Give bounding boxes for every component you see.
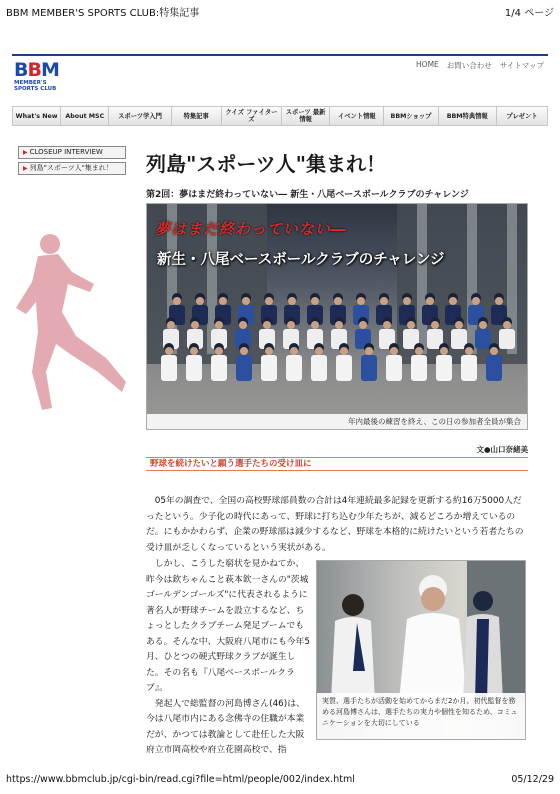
article-column-left bbox=[146, 557, 310, 759]
author-credit: 文●山口奈緒美 bbox=[476, 445, 528, 454]
logo-letter-b1: B bbox=[14, 59, 28, 81]
para-2-text: しかし、こうした窮状を見かねてか、昨今は欽ちゃんこと萩本欽一さんの"茨城ゴールデンゴールズ"に代表されるように著名人が野球チームを設立するなど、ちょっとしたクラブチーム発足ブームでもある。そんな中、大阪府八尾市にも今年5月、ひとつの硬式野球クラブが誕生した。その名も『八尾ベースボールクラブ』。 bbox=[146, 559, 310, 693]
nav-about-msc[interactable]: About MSC bbox=[61, 107, 109, 125]
article-subtitle: 第2回：夢はまだ終わっていない― 新生・八尾ベースボールクラブのチャレンジ bbox=[146, 190, 469, 200]
top-link-sitemap[interactable]: サイトマップ bbox=[499, 61, 544, 70]
main-nav bbox=[12, 106, 548, 126]
bbm-logo[interactable] bbox=[14, 60, 70, 100]
logo-sub-1: MEMBER'S bbox=[14, 80, 47, 86]
arrow-right-icon: ▶ bbox=[23, 149, 28, 156]
top-link-contact[interactable]: お問い合わせ bbox=[446, 61, 492, 70]
top-links bbox=[416, 60, 544, 71]
photo-overlay-red: 夢はまだ終わっていない― bbox=[155, 220, 347, 238]
nav-sports-intro[interactable]: スポーツ学入門 bbox=[109, 107, 171, 125]
arrow-right-icon: ▶ bbox=[23, 165, 28, 172]
print-header bbox=[6, 4, 554, 18]
print-footer bbox=[6, 774, 554, 788]
print-page-indicator: 1/4 ページ bbox=[504, 8, 554, 19]
sidebar-rettou-label: 列島"スポーツ人"集まれ！ bbox=[29, 164, 113, 172]
sidebar-closeup-label: CLOSEUP INTERVIEW bbox=[29, 148, 103, 156]
team-photo bbox=[146, 203, 528, 430]
logo-mark bbox=[14, 60, 70, 80]
page-title: 列島"スポーツ人"集まれ！ bbox=[146, 152, 387, 176]
nav-quiz-fighters[interactable]: クイズ ファイターズ bbox=[222, 107, 282, 125]
logo-letter-m: M bbox=[40, 59, 59, 81]
logo-letter-b2: B bbox=[27, 59, 41, 81]
nav-whats-new[interactable]: What's New bbox=[13, 107, 61, 125]
print-date: 05/12/29 bbox=[511, 774, 554, 785]
logo-sub-2: SPORTS CLUB bbox=[14, 86, 57, 92]
nav-sports-news[interactable]: スポーツ 最新情報 bbox=[282, 107, 330, 125]
top-link-home[interactable]: HOME bbox=[416, 60, 439, 69]
section-heading: 野球を続けたいと願う選手たちの受け皿に bbox=[146, 457, 528, 471]
nav-events[interactable]: イベント情報 bbox=[330, 107, 384, 125]
coach-photo bbox=[316, 560, 526, 740]
coach-scene bbox=[317, 561, 526, 701]
nav-feature[interactable]: 特集記事 bbox=[172, 107, 222, 125]
article-paragraph-1 bbox=[146, 494, 528, 556]
print-url: https://www.bbmclub.jp/cgi-bin/read.cgi?file=html/people/002/index.html bbox=[6, 774, 355, 785]
runner-silhouette-icon bbox=[16, 232, 136, 432]
nav-benefits[interactable]: BBM特典情報 bbox=[439, 107, 497, 125]
nav-shop[interactable]: BBMショップ bbox=[384, 107, 438, 125]
header-rule bbox=[12, 54, 548, 56]
print-header-title: BBM MEMBER'S SPORTS CLUB:特集記事 bbox=[6, 8, 200, 19]
sidebar-closeup-interview[interactable] bbox=[18, 146, 126, 159]
para-1-text: 05年の調査で、全国の高校野球部員数の合計は4年連続最多記録を更新する約16万5000人だったという。少子化の時代にあって、野球に打ち込む少年たちが、減るどころか増えているのだ。にもかかわらず、企業の野球部は減少するなど、野球を本格的に続けたいという若者たちの受け皿が乏しくなっているという実状がある。 bbox=[146, 496, 524, 553]
coach-photo-caption: 実質、選手たちが活動を始めてからまだ2か月。初代監督を務める河島博さんは、選手たちの実力や個性を知るため、コミュニケーションを大切にしている bbox=[317, 693, 525, 739]
para-3-text: 発起人で総監督の河島博さん(46)は、今は八尾市内にある念佛寺の住職が本業だが、かつては教論として赴任した大阪府立市岡高校や府立花園高校で、指 bbox=[146, 698, 305, 755]
sidebar-rettou-sportsjin[interactable] bbox=[18, 162, 126, 175]
photo-caption: 年内最後の練習を終え、この日の参加者全員が集合 bbox=[348, 417, 521, 426]
team-group bbox=[147, 284, 528, 414]
photo-overlay-white: 新生・八尾ベースボールクラブのチャレンジ bbox=[157, 251, 445, 268]
nav-present[interactable]: プレゼント bbox=[497, 107, 547, 125]
